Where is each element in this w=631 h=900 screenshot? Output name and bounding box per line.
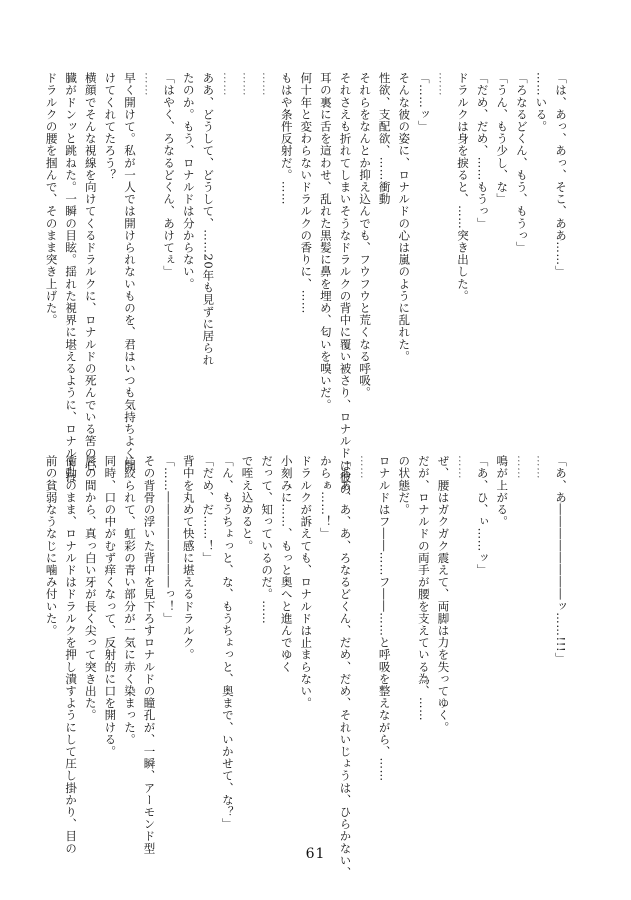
text-line: 横顔でそんな視線を向けてくるドラルクに、ロナルドの死んでいる筈の心 [83,72,98,472]
text-line: 「だめ、だ……！」 [201,455,216,564]
text-line: 「あ、あ――――――――ッ……!!!」 [554,455,568,665]
text-line: 「あ、ひ、ぃ……ッ」 [475,455,490,576]
text-line: 「……ッ」 [416,72,431,133]
text-line: ぜ、腰はガクガク震えて、両脚は力を失ってゆく。 [436,455,451,734]
text-line: ロナルドはフ――……フ――……と呼吸を整えながら、…… [377,455,392,782]
text-line: …… [260,72,275,97]
page-number: 61 [305,846,326,862]
text-line: たのか。もう、ロナルドは分からない。 [181,72,196,290]
text-line: 「ん、もうちょっと、な、もうちょっと、奥まで、いかせて、な？」 [220,455,235,831]
text-line: ああ、どうして、どうして、……20年も見ずに居られ [201,72,216,367]
text-line: ドラルクが訴えても、ロナルドは止まらない。 [299,455,314,710]
text-line: ……いる。 [534,72,549,133]
text-line: からぁ……！」 [318,455,333,540]
text-line: 衝動のまま、ロナルドはドラルクを押し潰すようにして圧し掛かり、目の [64,455,79,855]
text-line: ドラルクの腰を掴んで、そのまま突き上げた。 [44,72,59,327]
text-line: で咥え込めると。 [240,455,255,552]
text-line: …… [436,72,451,97]
text-line: 「は、あっ、あっ、そこ、ああ……」 [554,72,568,278]
text-line: それらをなんとか抑え込んでも、フウフウと荒くなる呼吸。 [358,72,373,399]
text-line: 「ああ、あ、あ、ろなるどくん、だめ、だめ、それいじょうは、ひらかない、 [338,455,353,879]
text-line: …… [142,72,157,97]
text-line: 早く開けて。私が一人では開けられないものを、君はいつも気持ちよく開 [122,72,137,472]
text-line: 「はやく、ろなるどくん、あけてぇ」 [162,72,177,278]
text-line: それさえも折れてしまいそうなドラルクの背中に覆い被さり、ロナルドは彼の [338,72,353,496]
text-line: 「ろなるどくん、もう、もうっ」 [514,72,529,254]
text-line: 同時、口の中がむず痒くなって、反射的に口を開ける。 [103,455,118,758]
text-line: けてくれてたろう？ [103,72,118,181]
text-line: そんな彼の姿に、ロナルドの心は嵐のように乱れた。 [397,72,412,363]
text-line: …… [240,72,255,97]
text-line: …… [514,455,529,480]
text-line: だって、知っているのだ。…… [260,455,275,625]
text-line: 「……――――――――っ！」 [162,455,177,625]
text-line: 何十年と変わらないドラルクの香りに、…… [299,72,314,314]
text-line: もはや条件反射だ。…… [279,72,294,206]
text-line: 性欲、支配欲、……衝動 [377,72,392,206]
text-line: だが、ロナルドの両手が腰を支えている為、…… [416,455,431,722]
text-line: …… [534,455,549,480]
text-line: 小刻みに……、もっと奥へと進んでゆく [279,455,294,673]
text-line: 耳の裏に舌を這わせ、乱れた黒髪に鼻を埋め、匂いを嗅いだ。 [318,72,333,411]
text-line: 唇の間から、真っ白い牙が長く尖って突き出た。 [83,455,98,722]
text-line: …… [358,455,373,480]
text-line: 鳴が上がる。 [495,455,510,528]
text-line: その背骨の浮いた背中を見下ろすロナルドの瞳孔が、一瞬、アーモンド型 [142,455,157,855]
text-line: 臓がドンッと跳ねた。一瞬の目眩。揺れた視界に堪えるように、ロナルドは [64,72,79,484]
text-line: 背中を丸めて快感に堪えるドラルク。 [181,455,196,661]
text-line: …… [220,72,235,97]
text-line: に絞られて、虹彩の青い部分が一気に赤く染まった。 [122,455,137,746]
text-line: ドラルクは身を捩ると、……突き出した。 [456,72,471,302]
text-line: …… [456,455,471,480]
text-line: 前の貧弱なうなじに噛み付いた。 [44,455,59,637]
text-line: の状態だ。 [397,455,412,516]
text-line: 「うん、もう少し、な」 [495,72,510,206]
text-line: 「だめ、だめ、……もうっ」 [475,72,490,230]
